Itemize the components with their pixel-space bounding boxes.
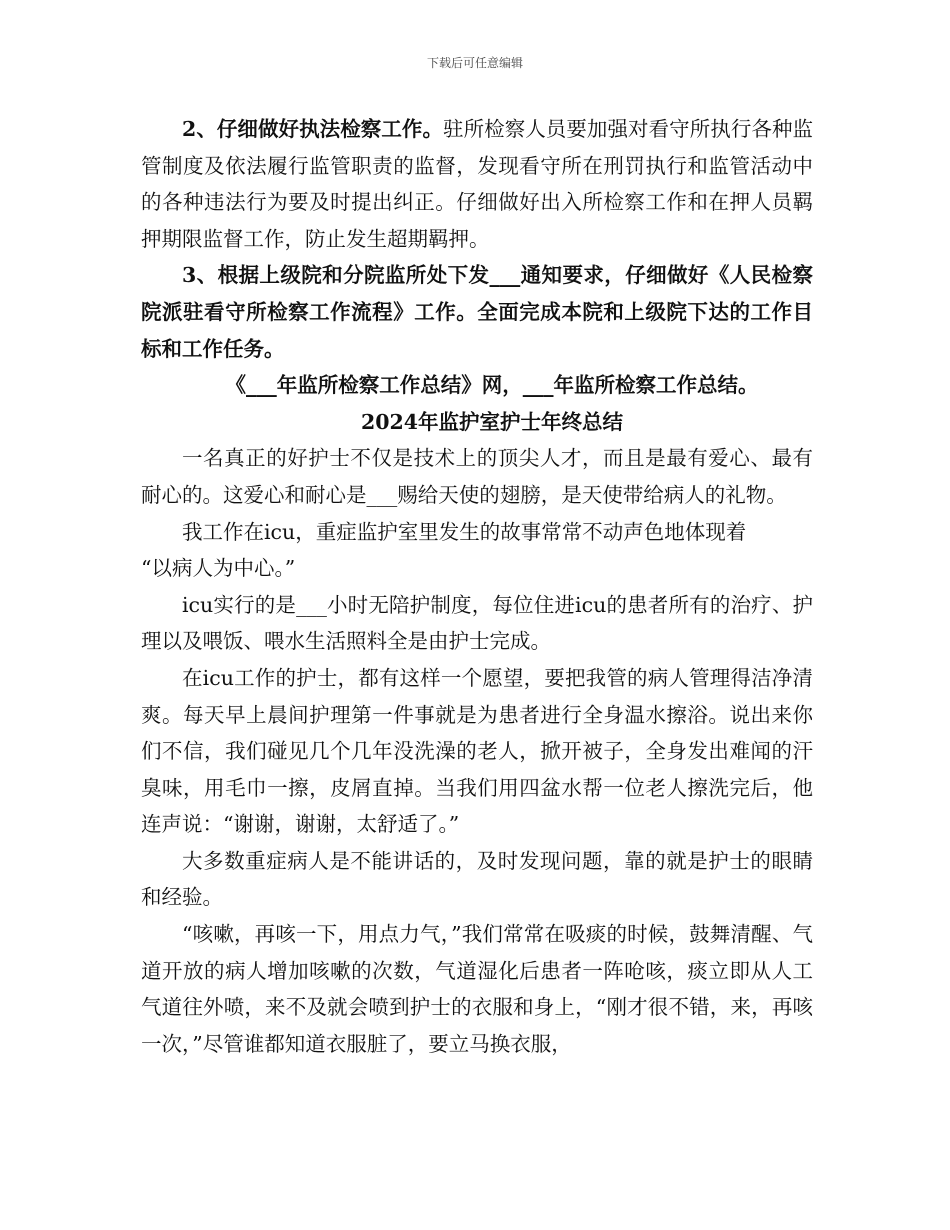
section-2-heading: 2、仔细做好执法检察工作。 bbox=[182, 117, 444, 141]
section-2-body: 驻所检察人员要加强对看守所执行各种监管制度及依法履行监管职责的监督，发现看守所在刑罚执行和监管活动中的各种违法行为要及时提出纠正。仔细做好出入所检察工作和在押人员羁押期限监督工作，防止发生超期羁押。 bbox=[141, 117, 813, 251]
paragraph-2-quote: “以病人为中心。” bbox=[141, 556, 296, 581]
paragraph-3: icu实行的是___小时无陪护制度，每位住进icu的患者所有的治疗、护理以及喂饭、喂水生活照料全是由护士完成。 bbox=[141, 592, 813, 654]
link-line: 《___年监所检察工作总结》网，___年监所检察工作总结。 bbox=[225, 373, 759, 398]
section-3: 3、根据上级院和分院监所处下发___通知要求，仔细做好《人民检察院派驻看守所检察工作流程》工作。全面完成本院和上级院下达的工作目标和工作任务。 bbox=[141, 263, 813, 361]
page-header: 下载后可任意编辑 bbox=[426, 56, 523, 70]
paragraph-6: “咳嗽，再咳一下，用点力气，”我们常常在吸痰的时候，鼓舞清醒、气道开放的病人增加咳嗽的次数，气道湿化后患者一阵呛咳，痰立即从人工气道往外喷，来不及就会喷到护士的衣服和身上，“刚才很不错，来，再咳一次，”尽管谁都知道衣服脏了，要立马换衣服， bbox=[141, 922, 813, 1056]
paragraph-5: 大多数重症病人是不能讲话的，及时发现问题，靠的就是护士的眼睛和经验。 bbox=[141, 848, 813, 910]
paragraph-4: 在icu工作的护士，都有这样一个愿望，要把我管的病人管理得洁净清爽。每天早上晨间护理第一件事就是为患者进行全身温水擦浴。说出来你们不信，我们碰见几个几年没洗澡的老人，掀开被子，全身发出难闻的汗臭味，用毛巾一擦，皮屑直掉。当我们用四盆水帮一位老人擦洗完后，他连声说：“谢谢，谢谢，太舒适了。” bbox=[141, 665, 813, 837]
document-title: 2024年监护室护士年终总结 bbox=[360, 409, 624, 434]
paragraph-1: 一名真正的好护士不仅是技术上的顶尖人才，而且是最有爱心、最有耐心的。这爱心和耐心是___赐给天使的翅膀，是天使带给病人的礼物。 bbox=[141, 446, 813, 507]
document-body bbox=[141, 111, 813, 1062]
section-2 bbox=[141, 111, 813, 257]
paragraph-2: 我工作在icu，重症监护室里发生的故事常常不动声色地体现着 bbox=[182, 519, 747, 544]
